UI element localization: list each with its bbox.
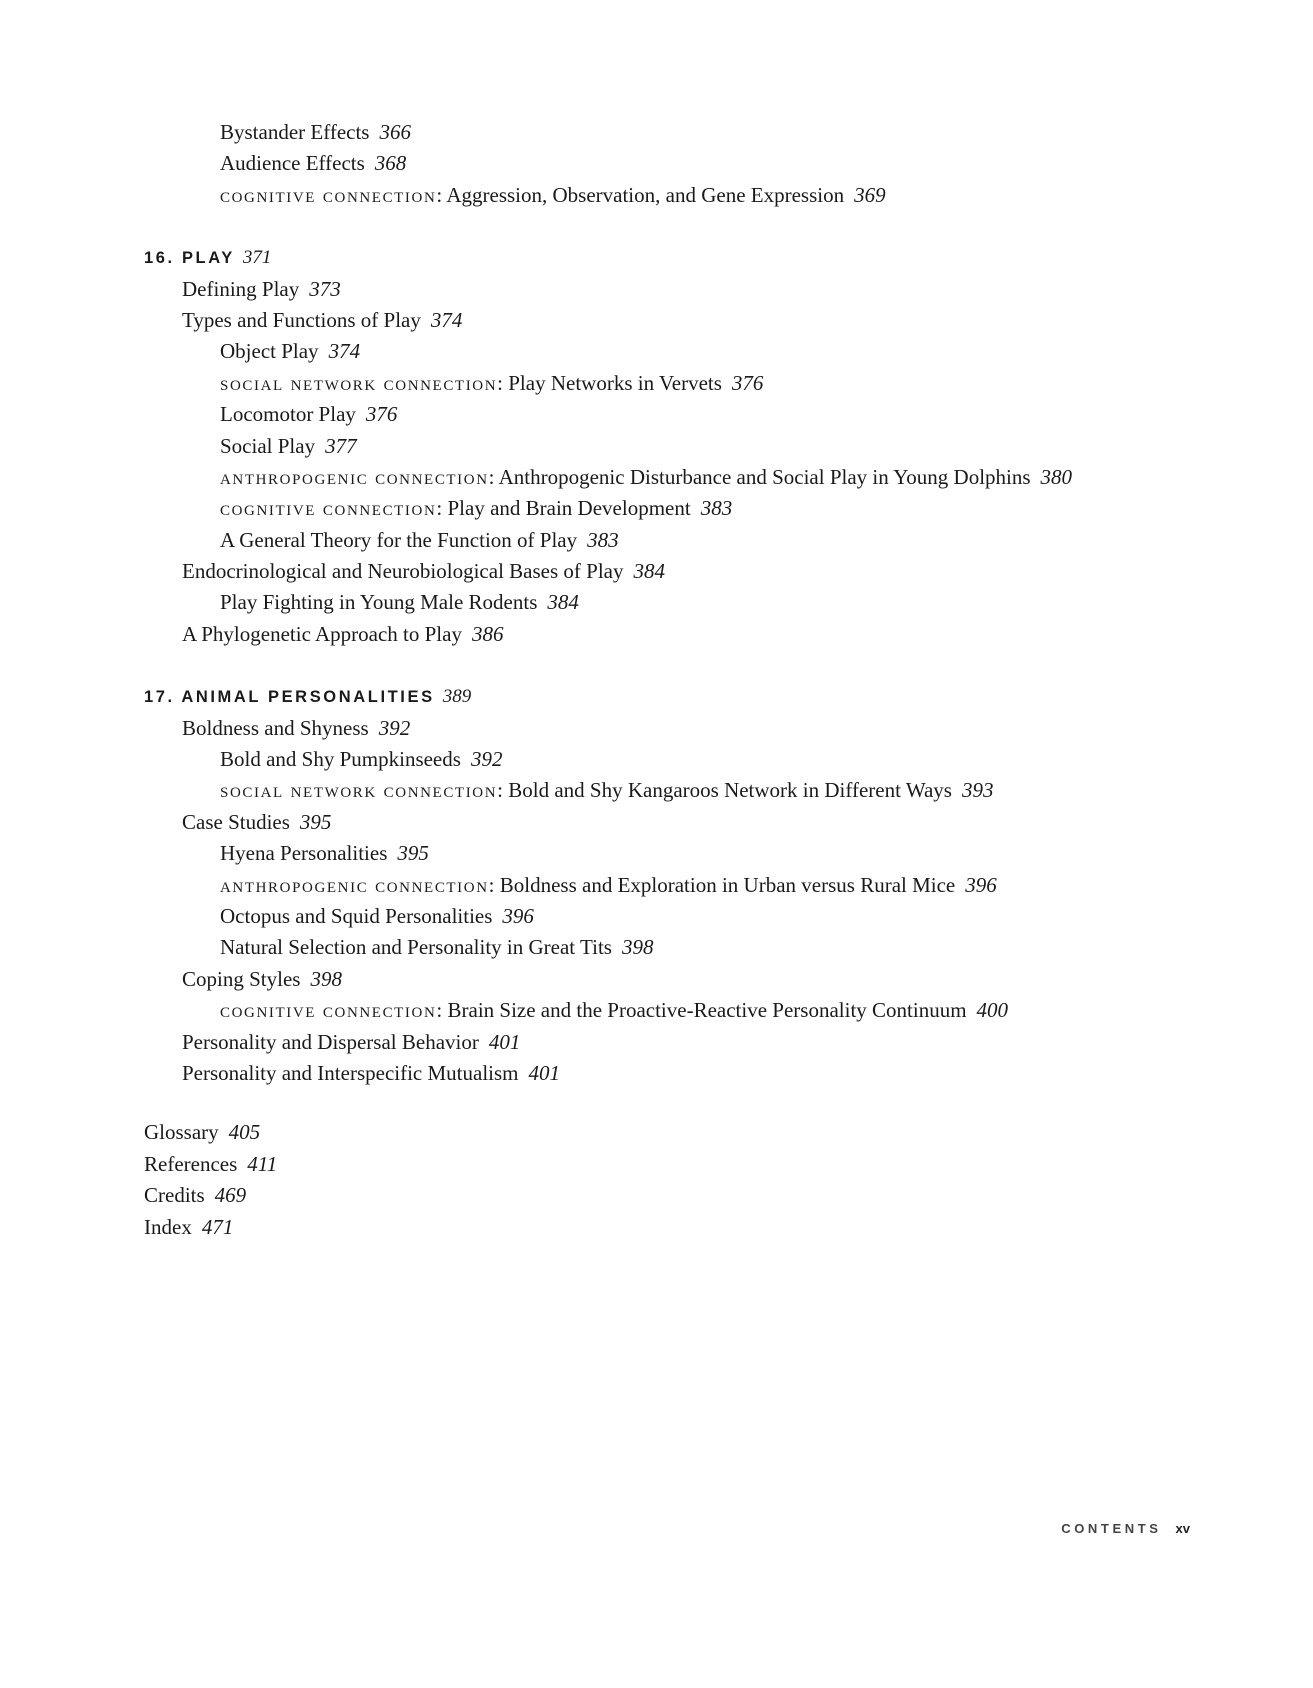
back-matter (144, 1117, 1224, 1243)
toc-entry-pumpkinseeds: Bold and Shy Pumpkinseeds 392 (220, 747, 503, 772)
toc-entry-defining-play: Defining Play 373 (182, 276, 341, 301)
toc-entry-social-network-vervets: social network connection: Play Networks in Vervets 376 (220, 370, 764, 395)
toc-entry-cognitive-aggression: cognitive connection: Aggression, Observation, and Gene Expression 369 (220, 182, 886, 207)
toc-entry-case-studies: Case Studies 395 (182, 809, 332, 834)
toc-entry-glossary: Glossary 405 (144, 1120, 261, 1145)
toc-entry-coping-styles: Coping Styles 398 (182, 966, 342, 991)
toc-entry-hyena-personalities: Hyena Personalities 395 (220, 841, 429, 866)
toc-entry-boldness-shyness: Boldness and Shyness 392 (182, 715, 411, 740)
toc-entry-index: Index 471 (144, 1214, 234, 1239)
toc-entry-locomotor-play: Locomotor Play 376 (220, 402, 398, 427)
toc-entry-object-play: Object Play 374 (220, 339, 361, 364)
toc-entry-great-tits: Natural Selection and Personality in Great Tits 398 (220, 935, 654, 960)
toc-entry-credits: Credits 469 (144, 1183, 247, 1208)
running-footer-title: CONTENTS (1061, 1521, 1162, 1536)
toc-entry-octopus-squid: Octopus and Squid Personalities 396 (220, 903, 534, 928)
toc-entry-play-fighting-rodents: Play Fighting in Young Male Rodents 384 (220, 590, 579, 615)
toc-entry-anthropogenic-mice: anthropogenic connection: Boldness and Exploration in Urban versus Rural Mice 396 (220, 872, 997, 897)
toc-entry-general-theory-play: A General Theory for the Function of Play 383 (220, 527, 619, 552)
toc-entry-bystander-effects: Bystander Effects 366 (220, 120, 411, 144)
page-footer (1000, 1520, 1190, 1538)
toc-entry-references: References 411 (144, 1151, 278, 1176)
page-number: xv (1175, 1521, 1190, 1536)
chapter-17-heading: 17. ANIMAL PERSONALITIES 389 (144, 686, 472, 708)
toc-entry-cognitive-brain-development: cognitive connection: Play and Brain Development 383 (220, 496, 733, 521)
toc-entry-endocrinological-bases: Endocrinological and Neurobiological Bases of Play 384 (182, 559, 665, 584)
table-of-contents (144, 117, 1224, 1243)
toc-entry-types-functions-play: Types and Functions of Play 374 (182, 307, 463, 332)
toc-entry-social-play: Social Play 377 (220, 433, 357, 458)
toc-entry-phylogenetic-approach: A Phylogenetic Approach to Play 386 (182, 621, 504, 646)
toc-entry-anthropogenic-dolphins: anthropogenic connection: Anthropogenic Disturbance and Social Play in Young Dolphins 380 (220, 464, 1073, 489)
toc-entry-audience-effects: Audience Effects 368 (220, 151, 407, 176)
toc-entry-interspecific-mutualism: Personality and Interspecific Mutualism 401 (182, 1060, 561, 1085)
toc-entry-social-network-kangaroos: social network connection: Bold and Shy Kangaroos Network in Different Ways 393 (220, 778, 994, 803)
toc-entry-dispersal-behavior: Personality and Dispersal Behavior 401 (182, 1029, 521, 1054)
toc-entry-cognitive-brain-size: cognitive connection: Brain Size and the Proactive-Reactive Personality Continuum 400 (220, 998, 1009, 1023)
chapter-16-heading: 16. PLAY 371 (144, 247, 272, 269)
